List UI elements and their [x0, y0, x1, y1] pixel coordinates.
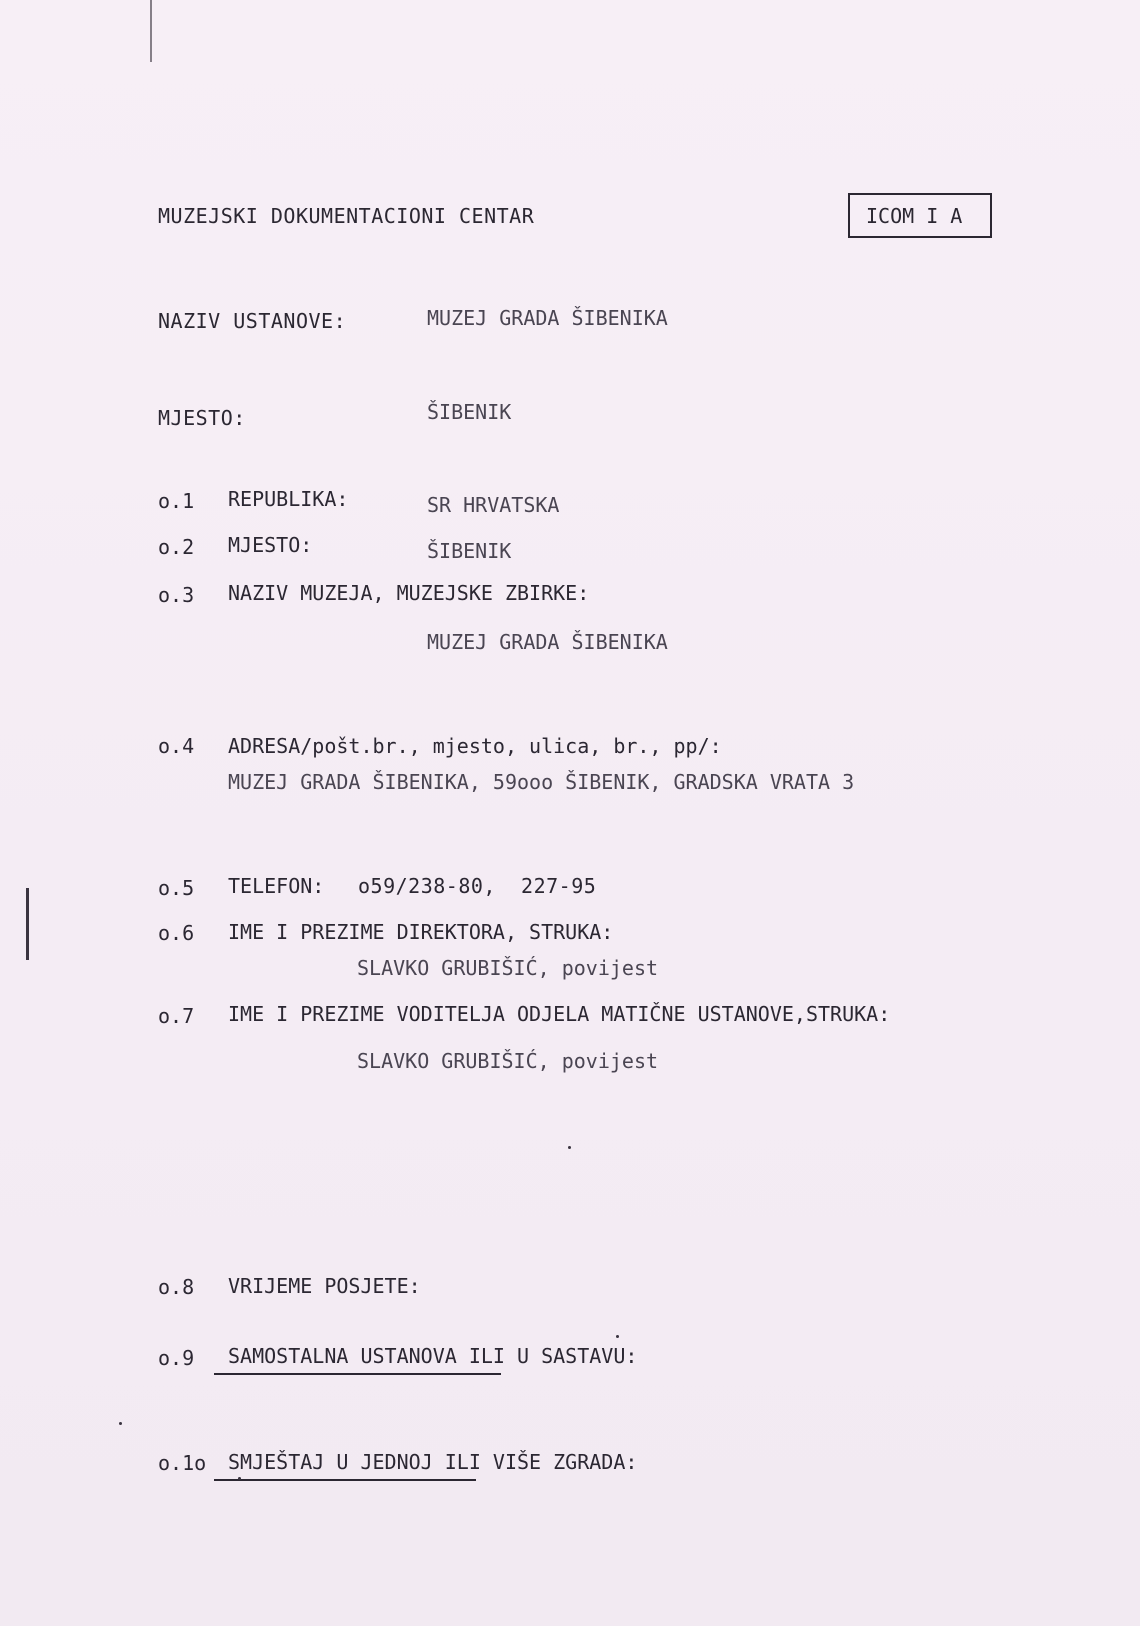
field-label-vrijeme-posjete: VRIJEME POSJETE:	[228, 1274, 421, 1298]
field-number-04: o.4	[158, 734, 195, 758]
field-label-smjestaj	[228, 1450, 637, 1474]
field-value-naziv-muzeja: MUZEJ GRADA ŠIBENIKA	[427, 630, 668, 654]
selected-option-samostalna: SAMOSTALNA USTANOVA	[228, 1344, 457, 1368]
scan-speck	[568, 1146, 571, 1149]
punch-hole-mark	[26, 888, 29, 960]
underline-samostalna	[214, 1373, 501, 1375]
field-number-05: o.5	[158, 876, 195, 900]
header-center-name: MUZEJSKI DOKUMENTACIONI CENTAR	[158, 204, 535, 228]
field-label-telefon: TELEFON:	[228, 874, 325, 898]
field-value-mjesto: ŠIBENIK	[427, 539, 512, 563]
scan-edge-mark	[150, 0, 152, 62]
field-label-direktor: IME I PREZIME DIREKTORA, STRUKA:	[228, 920, 614, 944]
field-label-naziv-muzeja: NAZIV MUZEJA, MUZEJSKE ZBIRKE:	[228, 581, 590, 605]
selected-option-jednoj-zgradi: SMJEŠTAJ U JEDNOJ	[228, 1450, 433, 1474]
field-number-06: o.6	[158, 921, 195, 945]
institution-name-value: MUZEJ GRADA ŠIBENIKA	[427, 306, 668, 330]
institution-place-value: ŠIBENIK	[427, 400, 512, 424]
field-number-09: o.9	[158, 1346, 195, 1370]
field-label-voditelj: IME I PREZIME VODITELJA ODJELA MATIČNE USTANOVE,STRUKA:	[228, 1002, 891, 1026]
field-number-02: o.2	[158, 535, 195, 559]
field-label-adresa: ADRESA/pošt.br., mjesto, ulica, br., pp/:	[228, 734, 722, 758]
option-rest-sastavu: ILI U SASTAVU:	[456, 1344, 638, 1368]
institution-name-label: NAZIV USTANOVE:	[158, 309, 347, 333]
institution-place-label: MJESTO:	[158, 406, 246, 430]
field-label-samostalna	[228, 1344, 637, 1368]
field-number-10: o.1o	[158, 1451, 207, 1475]
field-value-direktor: SLAVKO GRUBIŠIĆ, povijest	[357, 956, 659, 980]
scan-speck	[119, 1422, 122, 1425]
field-number-07: o.7	[158, 1004, 195, 1028]
field-value-telefon: o59/238-80, 227-95	[358, 874, 597, 898]
field-value-voditelj: SLAVKO GRUBIŠIĆ, povijest	[357, 1049, 659, 1073]
field-value-republika: SR HRVATSKA	[427, 493, 560, 517]
field-number-03: o.3	[158, 583, 195, 607]
field-number-08: o.8	[158, 1275, 195, 1299]
underline-smjestaj	[214, 1479, 476, 1481]
icom-code: ICOM I A	[866, 204, 963, 228]
field-value-adresa: MUZEJ GRADA ŠIBENIKA, 59ooo ŠIBENIK, GRADSKA VRATA 3	[228, 770, 855, 794]
option-rest-vise-zgrada: ILI VIŠE ZGRADA:	[432, 1450, 638, 1474]
field-number-01: o.1	[158, 489, 195, 513]
field-label-republika: REPUBLIKA:	[228, 487, 349, 511]
scan-speck	[238, 1477, 241, 1480]
scan-speck	[616, 1335, 619, 1338]
field-label-mjesto: MJESTO:	[228, 533, 313, 557]
